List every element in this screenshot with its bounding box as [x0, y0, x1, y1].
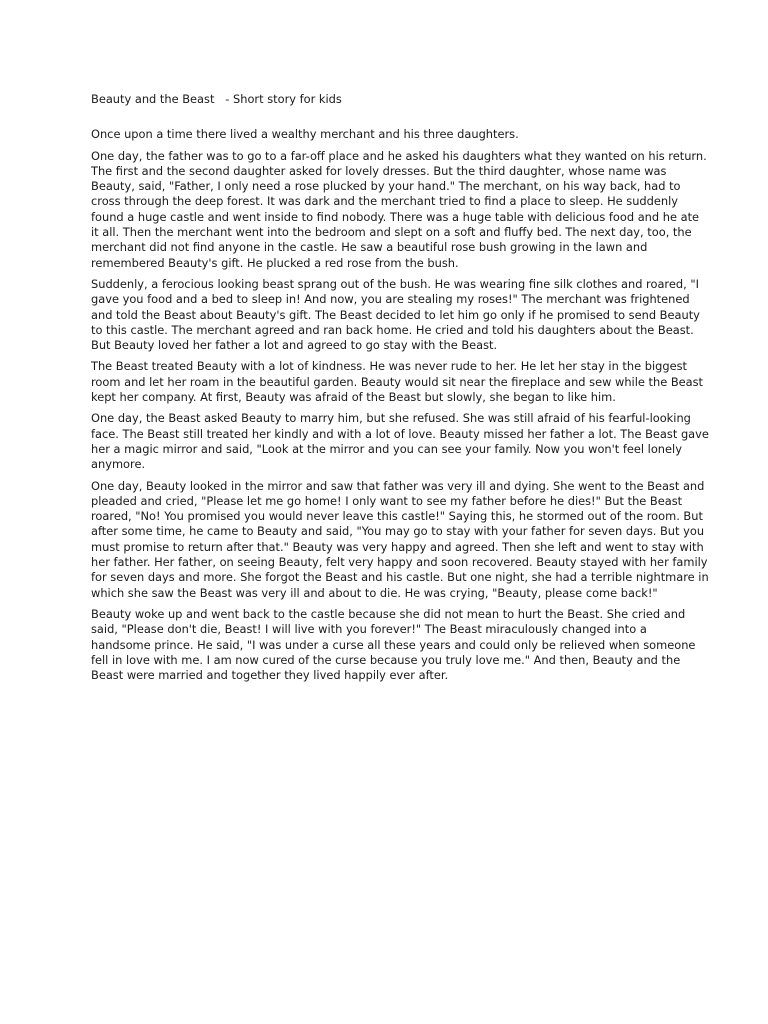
- paragraph-1: Once upon a time there lived a wealthy merchant and his three daughters.: [91, 127, 519, 142]
- paragraph-3: Suddenly, a ferocious looking beast sprang out of the bush. He was wearing fine silk clothes and roared, "I gave you food and a bed to sleep in! And now, you are stealing my roses!" The merchant was frightened and told the Beast about Beauty's gift. The Beast decided to let him go only if he promised to send Beauty to this castle. The merchant agreed and ran back home. He cried and told his daughters about the Beast. But Beauty loved her father a lot and agreed to go stay with the Beast.: [91, 276, 700, 353]
- document-page: [91, 92, 709, 689]
- paragraph-4: The Beast treated Beauty with a lot of kindness. He was never rude to her. He let her stay in the biggest room and let her roam in the beautiful garden. Beauty would sit near the fireplace and sew while the Beast kept her company. At first, Beauty was afraid of the Beast but slowly, she began to like him.: [91, 359, 704, 405]
- paragraph-5: One day, the Beast asked Beauty to marry him, but she refused. She was still afraid of his fearful-looking face. The Beast still treated her kindly and with a lot of love. Beauty missed her father a lot. The Beast gave her a magic mirror and said, "Look at the mirror and you can see your family. Now you won't feel lonely anymore.: [91, 411, 709, 472]
- paragraph-2: One day, the father was to go to a far-off place and he asked his daughters what they wanted on his return. The first and the second daughter asked for lovely dresses. But the third daughter, whose name was Beauty, said, "Father, I only need a rose plucked by your hand." The merchant, on his way back, had to cross through the deep forest. It was dark and the merchant tried to find a place to sleep. He suddenly found a huge castle and went inside to find nobody. There was a huge table with delicious food and he ate it all. Then the merchant went into the bedroom and slept on a soft and fluffy bed. The next day, too, the merchant did not find anyone in the castle. He saw a beautiful rose bush growing in the lawn and remembered Beauty's gift. He plucked a red rose from the bush.: [91, 148, 707, 270]
- document-title: Beauty and the Beast - Short story for kids: [91, 92, 342, 106]
- paragraph-7: Beauty woke up and went back to the castle because she did not mean to hurt the Beast. She cried and said, "Please don't die, Beast! I will live with you forever!" The Beast miraculously changed into a handsome prince. He said, "I was under a curse all these years and could only be relieved when someone fell in love with me. I am now cured of the curse because you truly love me." And then, Beauty and the Beast were married and together they lived happily ever after.: [91, 606, 696, 683]
- paragraph-6: One day, Beauty looked in the mirror and saw that father was very ill and dying. She went to the Beast and pleaded and cried, "Please let me go home! I only want to see my father before he dies!" But the Beast roared, "No! You promised you would never leave this castle!" Saying this, he stormed out of the room. But after some time, he came to Beauty and said, "You may go to stay with your father for seven days. But you must promise to return after that." Beauty was very happy and agreed. Then she left and went to stay with her father. Her father, on seeing Beauty, felt very happy and soon recovered. Beauty stayed with her family for seven days and more. She forgot the Beast and his castle. But one night, she had a terrible nightmare in which she saw the Beast was very ill and about to die. He was crying, "Beauty, please come back!": [91, 478, 709, 600]
